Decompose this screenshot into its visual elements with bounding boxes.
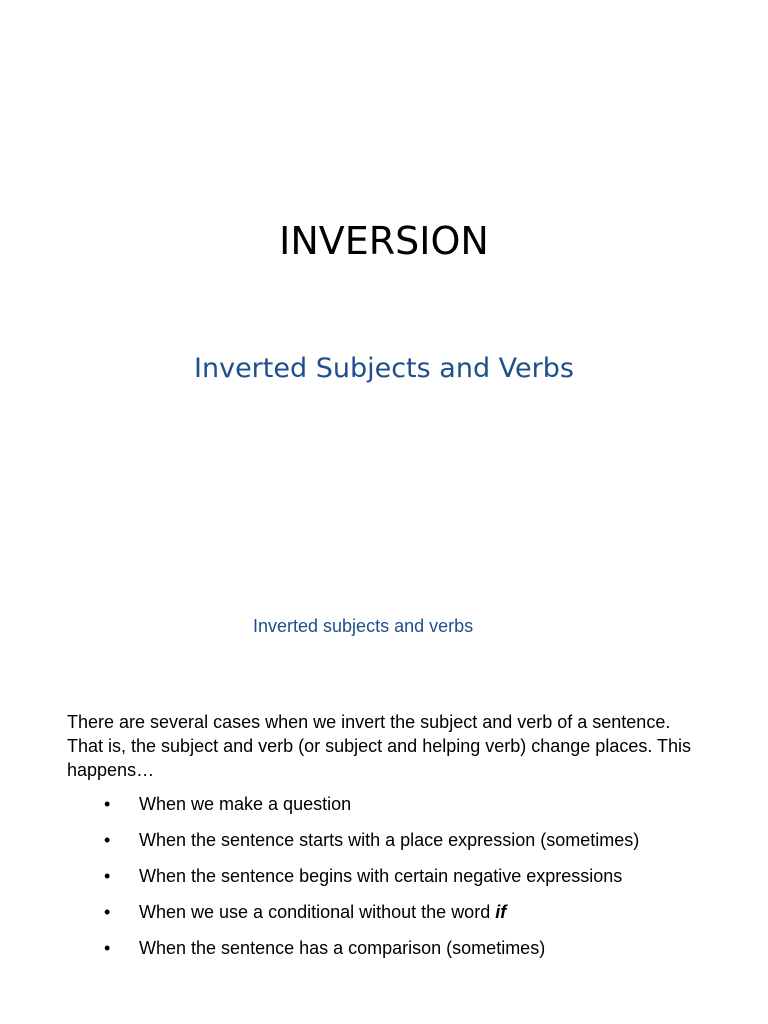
list-item [0, 828, 768, 864]
intro-line-2: That is, the subject and verb (or subject and helping verb) change places. This [67, 736, 692, 756]
list-item [0, 792, 768, 828]
intro-line-1: There are several cases when we invert the subject and verb of a sentence. [67, 712, 671, 732]
list-item [0, 936, 768, 972]
intro-paragraph [67, 710, 757, 782]
list-item [0, 864, 768, 900]
bullet-list [0, 792, 768, 972]
bullet-text: When the sentence begins with certain negative expressions [139, 866, 623, 886]
page-subtitle: Inverted Subjects and Verbs [194, 353, 574, 384]
bullet-icon: • [104, 830, 111, 850]
bullet-icon: • [104, 794, 111, 814]
bullet-icon: • [104, 938, 111, 958]
bullet-text-with-emphasis [139, 900, 506, 924]
bullet-text: When we use a conditional without the word [139, 902, 496, 922]
bullet-icon: • [104, 866, 111, 886]
bullet-text: When the sentence starts with a place expression (sometimes) [139, 830, 640, 850]
emphasized-word: if [495, 902, 507, 922]
intro-line-3: happens… [67, 760, 155, 780]
page-title: INVERSION [279, 219, 489, 263]
bullet-text: When the sentence has a comparison (sometimes) [139, 938, 546, 958]
section-heading: Inverted subjects and verbs [253, 616, 474, 636]
bullet-text: When we make a question [139, 794, 352, 814]
bullet-icon: • [104, 902, 111, 922]
list-item [0, 900, 768, 936]
